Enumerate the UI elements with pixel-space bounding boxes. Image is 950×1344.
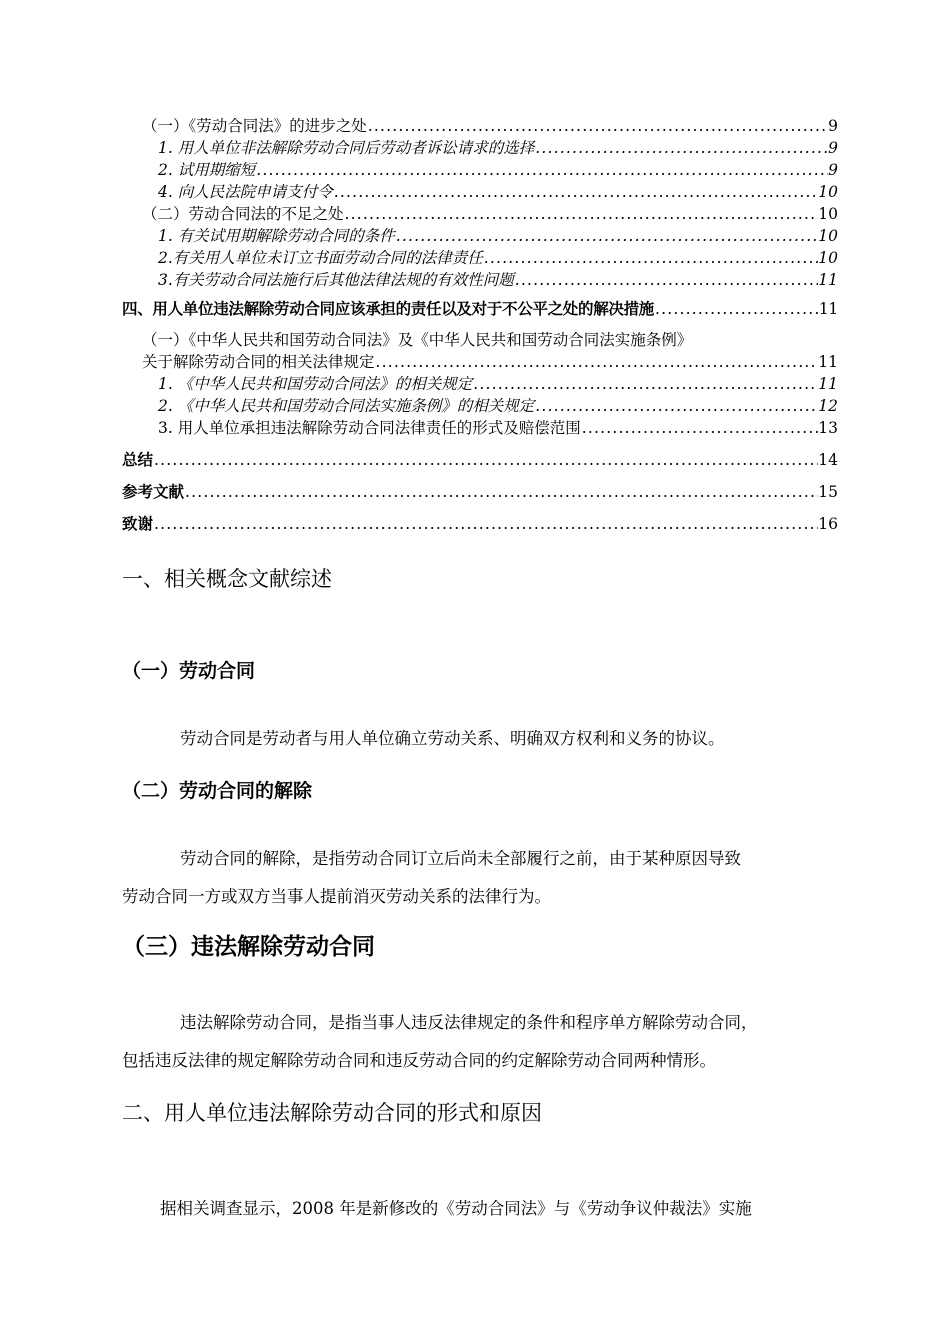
- paragraph-line: 包括违反法律的规定解除劳动合同和违反劳动合同的约定解除劳动合同两种情形。: [122, 1051, 716, 1070]
- toc-page-number: 10: [818, 183, 838, 201]
- toc-leader-dots: [333, 182, 819, 202]
- toc-entry[interactable]: [142, 116, 838, 136]
- toc-page-number: 10: [818, 205, 838, 223]
- toc-page-number: 12: [818, 397, 838, 415]
- toc-page-number: 9: [828, 161, 838, 179]
- toc-leader-dots: [654, 299, 819, 319]
- toc-leader-dots: [153, 450, 818, 470]
- toc-leader-dots: [153, 514, 818, 534]
- toc-page-number: 9: [828, 117, 838, 135]
- toc-page-number: 14: [818, 451, 838, 469]
- toc-leader-dots: [514, 270, 818, 290]
- toc-entry[interactable]: [122, 299, 838, 319]
- toc-page-number: 10: [818, 249, 838, 267]
- subsection-heading: （一）劳动合同: [122, 660, 256, 682]
- toc-leader-dots: [483, 248, 818, 268]
- paragraph-line: 据相关调查显示，2008 年是新修改的《劳动合同法》与《劳动争议仲裁法》实施: [160, 1199, 752, 1218]
- toc-entry-title: 2.有关用人单位未订立书面劳动合同的法律责任: [158, 249, 483, 267]
- toc-leader-dots: [184, 482, 818, 502]
- toc-entry-title: 参考文献: [122, 483, 185, 501]
- toc-entry-title: 4. 向人民法院申请支付令: [158, 183, 333, 201]
- toc-page-number: 11: [818, 300, 838, 318]
- toc-leader-dots: [581, 418, 819, 438]
- toc-entry[interactable]: [158, 418, 838, 438]
- toc-entry-title: 2. 试用期缩短: [158, 161, 256, 179]
- toc-page-number: 10: [818, 227, 838, 245]
- toc-leader-dots: [375, 352, 819, 372]
- toc-entry-title: 3.有关劳动合同法施行后其他法律法规的有效性问题: [158, 271, 514, 289]
- toc-entry-title: 关于解除劳动合同的相关法律规定: [142, 353, 375, 371]
- toc-entry[interactable]: [142, 352, 838, 372]
- toc-entry-title: 总结: [122, 451, 154, 469]
- toc-entry[interactable]: [158, 138, 838, 158]
- toc-page-number: 13: [818, 419, 838, 437]
- toc-leader-dots: [472, 374, 818, 394]
- paragraph: [122, 1004, 842, 1080]
- toc-entry[interactable]: [158, 248, 838, 268]
- toc-entry-title: （二）劳动合同法的不足之处: [142, 205, 344, 223]
- toc-entry[interactable]: [158, 374, 838, 394]
- paragraph: [122, 720, 842, 758]
- toc-entry-title: 3. 用人单位承担违法解除劳动合同法律责任的形式及赔偿范围: [158, 419, 581, 437]
- toc-entry[interactable]: [158, 182, 838, 202]
- toc-page-number: 11: [818, 353, 838, 371]
- toc-entry-title: 1. 用人单位非法解除劳动合同后劳动者诉讼请求的选择: [158, 139, 535, 157]
- section-heading: 二、用人单位违法解除劳动合同的形式和原因: [122, 1101, 542, 1125]
- paragraph-line: 违法解除劳动合同，是指当事人违反法律规定的条件和程序单方解除劳动合同，: [180, 1013, 758, 1032]
- paragraph-line: 劳动合同是劳动者与用人单位确立劳动关系、明确双方权利和义务的协议。: [180, 729, 725, 748]
- section-heading: 一、相关概念文献综述: [122, 567, 332, 591]
- toc-entry[interactable]: [122, 450, 838, 470]
- toc-entry-title: （一）《劳动合同法》的进步之处: [142, 117, 367, 135]
- toc-leader-dots: [534, 396, 818, 416]
- toc-page-number: 11: [818, 271, 838, 289]
- toc-leader-dots: [534, 138, 828, 158]
- toc-entry[interactable]: [158, 226, 838, 246]
- toc-entry-title: 1. 有关试用期解除劳动合同的条件: [158, 227, 395, 245]
- toc-leader-dots: [395, 226, 819, 246]
- toc-entry[interactable]: [158, 160, 838, 180]
- toc-entry-title: 四、用人单位违法解除劳动合同应该承担的责任以及对于不公平之处的解决措施: [122, 300, 655, 318]
- subsection-heading: （三）违法解除劳动合同: [122, 934, 375, 960]
- toc-page-number: 9: [828, 139, 838, 157]
- toc-entry[interactable]: [158, 396, 838, 416]
- paragraph: [122, 840, 842, 916]
- toc-entry[interactable]: [122, 514, 838, 534]
- toc-entry[interactable]: [122, 482, 838, 502]
- toc-page-number: 16: [818, 515, 838, 533]
- subsection-heading: （二）劳动合同的解除: [122, 780, 313, 802]
- toc-entry[interactable]: [158, 270, 838, 290]
- toc-entry-title: 致谢: [122, 515, 154, 533]
- paragraph-line: 劳动合同的解除，是指劳动合同订立后尚未全部履行之前，由于某种原因导致: [180, 849, 741, 868]
- paragraph: [122, 1190, 842, 1228]
- toc-leader-dots: [255, 160, 828, 180]
- toc-page-number: 11: [818, 375, 838, 393]
- paragraph-line: 劳动合同一方或双方当事人提前消灭劳动关系的法律行为。: [122, 887, 551, 906]
- toc-entry-title-line1[interactable]: （一）《中华人民共和国劳动合同法》及《中华人民共和国劳动合同法实施条例》: [142, 331, 693, 349]
- toc-leader-dots: [367, 116, 828, 136]
- toc-entry[interactable]: [142, 204, 838, 224]
- toc-page-number: 15: [818, 483, 838, 501]
- toc-entry-title: 2. 《中华人民共和国劳动合同法实施条例》的相关规定: [158, 397, 535, 415]
- toc-entry-title: 1. 《中华人民共和国劳动合同法》的相关规定: [158, 375, 473, 393]
- toc-leader-dots: [344, 204, 819, 224]
